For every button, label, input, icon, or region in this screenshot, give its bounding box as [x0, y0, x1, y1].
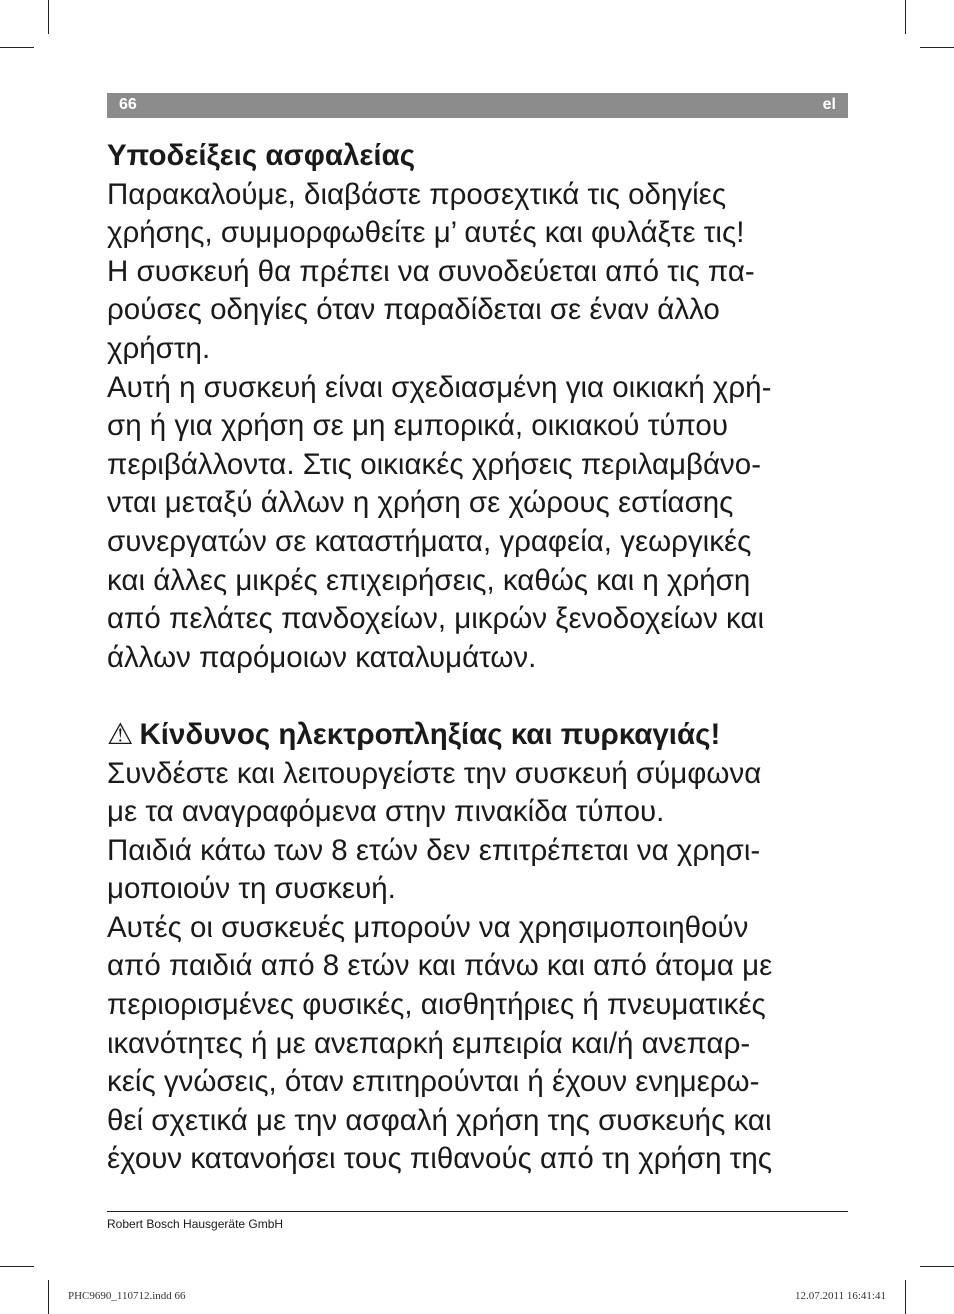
text-line: με τα αναγραφόμενα στην πινακίδα τύπου.	[107, 795, 665, 829]
text-line: χρήσης, συμμορφωθείτε μ’ αυτές και φυλάξτε τις!	[107, 216, 745, 250]
print-slug-timestamp: 12.07.2011 16:41:41	[795, 1290, 886, 1302]
text-line: και άλλες μικρές επιχειρήσεις, καθώς και η χρήση	[107, 563, 751, 597]
page-number: 66	[119, 96, 137, 113]
crop-mark	[0, 1266, 34, 1267]
text-line: Η συσκευή θα πρέπει να συνοδεύεται από τις πα-	[107, 254, 755, 288]
text-line: μοποιούν τη συσκευή.	[107, 872, 396, 906]
safety-heading: Υποδείξεις ασφαλείας	[107, 139, 416, 172]
text-line: ρούσες οδηγίες όταν παραδίδεται σε έναν άλλο	[107, 293, 720, 327]
text-line: συνεργατών σε καταστήματα, γραφεία, γεωργικές	[107, 524, 752, 558]
paragraph-instructions	[107, 176, 852, 253]
paragraph-rating-plate	[107, 755, 852, 832]
text-line: Παιδιά κάτω των 8 ετών δεν επιτρέπεται να χρησι-	[107, 833, 761, 867]
paragraph-supervised-use	[107, 909, 852, 1179]
text-line: από παιδιά από 8 ετών και πάνω και από άτομα με	[107, 949, 773, 983]
text-line: από πελάτες πανδοχείων, μικρών ξενοδοχείων και	[107, 602, 765, 636]
warning-heading-text: Κίνδυνος ηλεκτροπληξίας και πυρκαγιάς!	[139, 717, 721, 751]
spacer	[107, 677, 852, 716]
warning-triangle-icon: ⚠	[107, 717, 134, 751]
crop-mark	[920, 1266, 954, 1267]
text-line: άλλων παρόμοιων καταλυμάτων.	[107, 640, 537, 674]
text-line: περιορισμένες φυσικές, αισθητήριες ή πνευματικές	[107, 988, 766, 1022]
text-line: Συνδέστε και λειτουργείστε την συσκευή σύμφωνα	[107, 756, 762, 790]
language-code: el	[822, 96, 836, 113]
crop-mark	[48, 1280, 49, 1314]
crop-mark	[905, 1280, 906, 1314]
paragraph-household-use	[107, 369, 852, 678]
footer-divider	[107, 1211, 848, 1212]
crop-mark	[920, 47, 954, 48]
text-line: περιβάλλοντα. Στις οικιακές χρήσεις περιλαμβάνο-	[107, 447, 762, 481]
crop-mark	[48, 0, 49, 34]
warning-heading	[107, 716, 852, 755]
footer-company-name: Robert Bosch Hausgeräte GmbH	[107, 1217, 284, 1231]
page-header-bar	[107, 93, 848, 118]
paragraph-handover	[107, 253, 852, 369]
text-line: νται μεταξύ άλλων η χρήση σε χώρους εστίασης	[107, 486, 734, 520]
paragraph-children-age	[107, 832, 852, 909]
text-line: Αυτή η συσκευή είναι σχεδιασμένη για οικιακή χρή-	[107, 370, 772, 404]
text-line: έχουν κατανοήσει τους πιθανούς από τη χρήση της	[107, 1142, 773, 1176]
text-line: χρήστη.	[107, 331, 211, 365]
text-line: ση ή για χρήση σε μη εμπορικά, οικιακού τύπου	[107, 409, 728, 443]
crop-mark	[905, 0, 906, 34]
manual-body	[107, 137, 852, 1179]
text-line: Παρακαλούμε, διαβάστε προσεχτικά τις οδηγίες	[107, 177, 727, 211]
crop-mark	[0, 47, 34, 48]
text-line: κείς γνώσεις, όταν επιτηρούνται ή έχουν ενημερω-	[107, 1065, 760, 1099]
text-line: ικανότητες ή με ανεπαρκή εμπειρία και/ή ανεπαρ-	[107, 1026, 751, 1060]
text-line: Αυτές οι συσκευές μπορούν να χρησιμοποιηθούν	[107, 910, 749, 944]
print-slug-file: PHC9690_110712.indd 66	[68, 1290, 186, 1302]
text-line: θεί σχετικά με την ασφαλή χρήση της συσκευής και	[107, 1103, 772, 1137]
